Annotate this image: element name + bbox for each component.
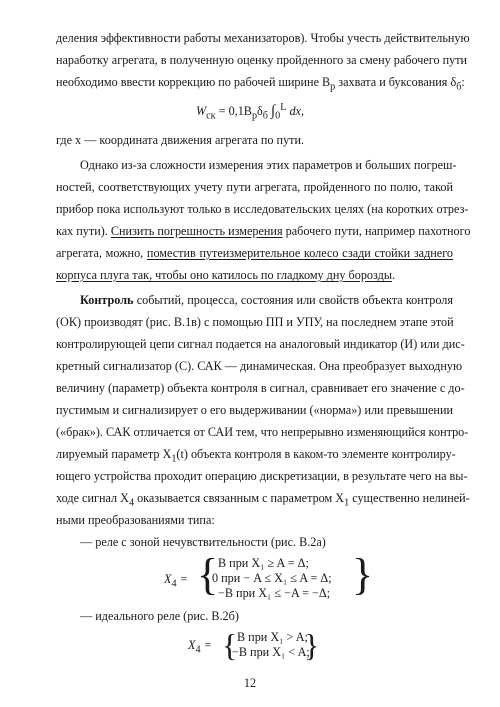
text-line-17: («брак»). САК отличается от САИ тем, что непрерывно изменяющийся контро- bbox=[56, 425, 469, 439]
formula2-lhs: X bbox=[164, 572, 172, 586]
formula2-eq: = bbox=[180, 572, 188, 586]
text-line-3: необходимо ввести коррекцию по рабочей ширине $В_р$ захвата и буксования $\delta_б$: bbox=[56, 75, 465, 93]
text-line-19: ющего устройства проходит операцию дискретизации, в результате чего на вы- bbox=[56, 469, 468, 483]
text-line-1: деления эффективности работы механизаторов). Чтобы учесть действительную bbox=[56, 31, 470, 45]
formula3-brace-right: } bbox=[304, 627, 320, 663]
text-line-15: величину (параметр) объекта контроля в сигнал, сравнивает его значение с до- bbox=[56, 381, 465, 395]
text-line-7: прибор пока используют только в исследовательских целях (на коротких отрез- bbox=[56, 202, 469, 216]
formula3-brace-left: { bbox=[222, 627, 238, 663]
text-line-20: ходе сигнал $X_4$ оказывается связанным с параметром $X_1$ существенно нелиней- bbox=[56, 491, 470, 509]
formula2-lhs-sub: 4 bbox=[171, 578, 177, 590]
text-line-5: Однако из-за сложности измерения этих параметров и больших погреш- bbox=[80, 158, 457, 172]
text-line-13: контролирующей цепи сигнал подается на аналоговый индикатор (И) или дис- bbox=[56, 337, 465, 351]
formula3-lhs-sub: 4 bbox=[195, 644, 201, 656]
text-line-12: (ОК) производят (рис. В.1в) с помощью ПП и УПУ, на последнем этапе этой bbox=[56, 315, 454, 329]
text-line-2: наработку агрегата, в полученную оценку пройденного за смену рабочего пути bbox=[56, 53, 468, 67]
formula2-case-2: 0 при − A ≤ X₁ ≤ A = Δ; bbox=[212, 571, 332, 585]
formula-work-path: $W_{ск} = 0,1B_р\delta_б$ $\int_0^L$ dx, bbox=[196, 102, 305, 122]
formula2-brace-left: { bbox=[197, 550, 219, 599]
text-line-18: лируемый параметр $X_1(t)$ объекта контроля в каком-то элементе контролиру- bbox=[56, 447, 456, 465]
text-line-16: пустимым и сигнализирует о его выдерживании («норма») или превышении bbox=[56, 403, 453, 417]
formula2-case-3: −B при X₁ ≤ −A = −Δ; bbox=[218, 586, 331, 600]
page-number: 12 bbox=[243, 676, 257, 690]
formula-ideal-relay-lhs bbox=[188, 637, 211, 658]
text-line-22: — реле с зоной нечувствительности (рис. В.2а) bbox=[80, 535, 326, 549]
formula2-case-1: B при X₁ ≥ A = Δ; bbox=[218, 556, 309, 570]
formula3-lhs: X bbox=[188, 638, 196, 652]
text-line-11: Контроль событий, процесса, состояния или свойств объекта контроля bbox=[80, 293, 453, 307]
text-line-21: ными преобразованиями типа: bbox=[56, 513, 215, 527]
formula3-case-2: −B при X₁ < A; bbox=[232, 645, 310, 659]
formula3-eq: = bbox=[204, 638, 212, 652]
formula3-case-1: B при X₁ > A; bbox=[237, 630, 308, 644]
formula2-brace-right: } bbox=[352, 550, 374, 599]
text-line-8: ках пути). Снизить погрешность измерения рабочего пути, например пахотного bbox=[56, 224, 471, 238]
text-line-14: кретный сигнализатор (С). САК — динамическая. Она преобразует выходную bbox=[56, 359, 463, 373]
text-line-4: где x — координата движения агрегата по пути. bbox=[56, 133, 305, 147]
text-line-9: агрегата, можно, поместив путеизмерительное колесо сзади стойки заднего bbox=[56, 246, 453, 260]
text-line-23: — идеального реле (рис. В.2б) bbox=[80, 609, 239, 623]
text-line-6: ностей, соответствующих учету пути агрегата, пройденного по полю, такой bbox=[56, 180, 453, 194]
text-line-10: корпуса плуга так, чтобы оно катилось по гладкому дну борозды. bbox=[56, 268, 396, 282]
